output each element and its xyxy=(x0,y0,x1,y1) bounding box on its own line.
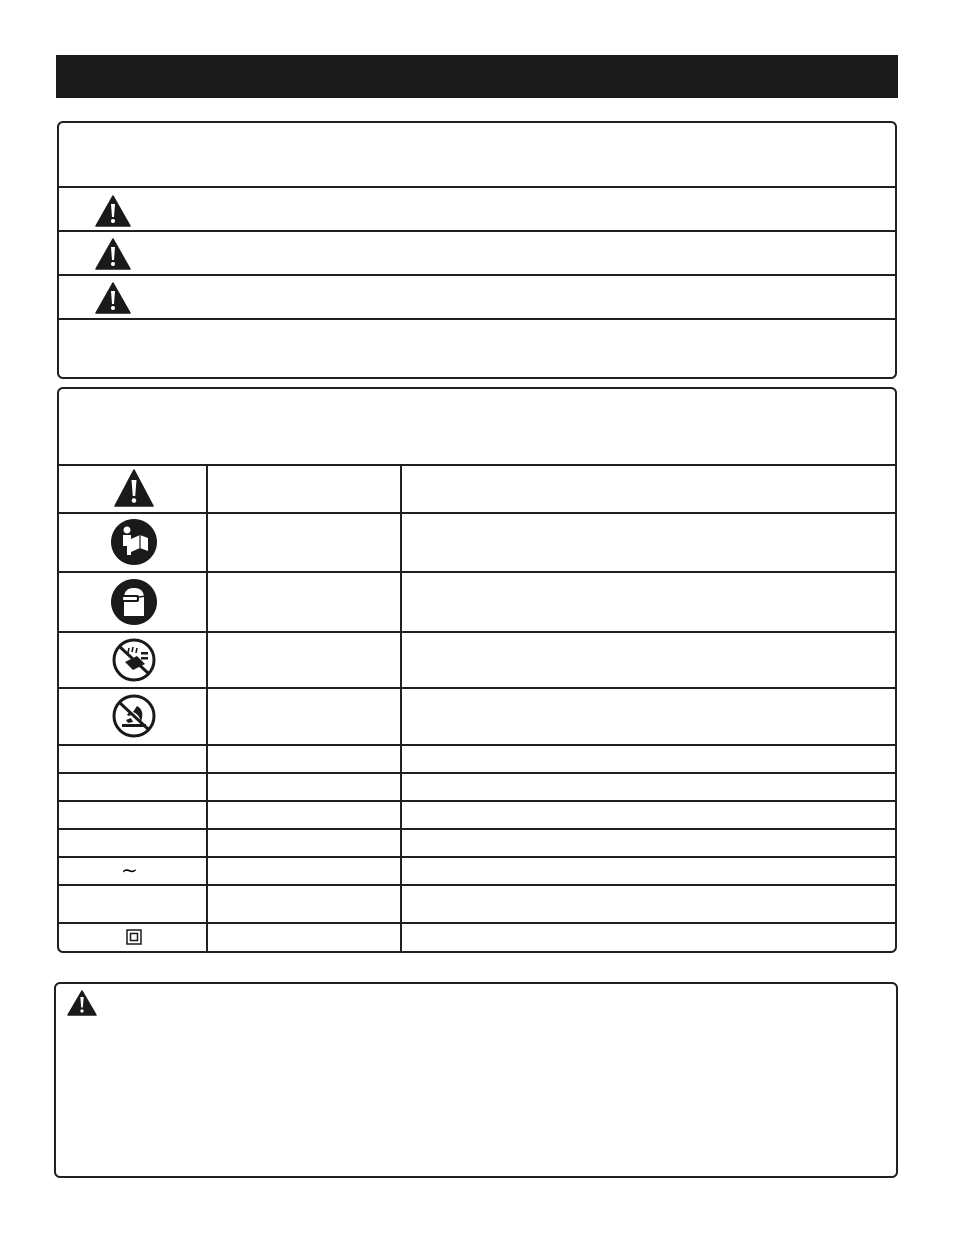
column-divider xyxy=(400,464,402,952)
warning-triangle-icon xyxy=(67,990,97,1016)
table-divider xyxy=(59,772,895,774)
column-divider xyxy=(206,464,208,952)
table-divider xyxy=(59,512,895,514)
table-divider xyxy=(59,744,895,746)
warning-triangle-icon xyxy=(114,469,154,507)
divider xyxy=(59,230,895,232)
no-wet-conditions-icon xyxy=(111,638,157,682)
read-manual-icon xyxy=(110,518,158,566)
table-divider xyxy=(59,922,895,924)
table-divider xyxy=(59,687,895,689)
alternating-current-symbol: ∼ xyxy=(121,858,138,882)
warning-triangle-icon xyxy=(95,195,131,227)
table-divider xyxy=(59,800,895,802)
warning-box xyxy=(54,982,898,1178)
symbols-table-box xyxy=(57,387,897,953)
divider xyxy=(59,186,895,188)
divider xyxy=(59,274,895,276)
table-divider xyxy=(59,571,895,573)
table-divider xyxy=(59,856,895,858)
signal-words-box xyxy=(57,121,897,379)
warning-triangle-icon xyxy=(95,238,131,270)
eye-protection-icon xyxy=(110,578,158,626)
divider xyxy=(59,318,895,320)
table-divider xyxy=(59,828,895,830)
table-divider xyxy=(59,631,895,633)
double-insulation-icon xyxy=(126,929,142,945)
warning-triangle-icon xyxy=(95,282,131,314)
table-divider xyxy=(59,464,895,466)
no-flying-debris-icon xyxy=(111,694,157,738)
section-header-bar xyxy=(56,55,898,98)
table-divider xyxy=(59,884,895,886)
